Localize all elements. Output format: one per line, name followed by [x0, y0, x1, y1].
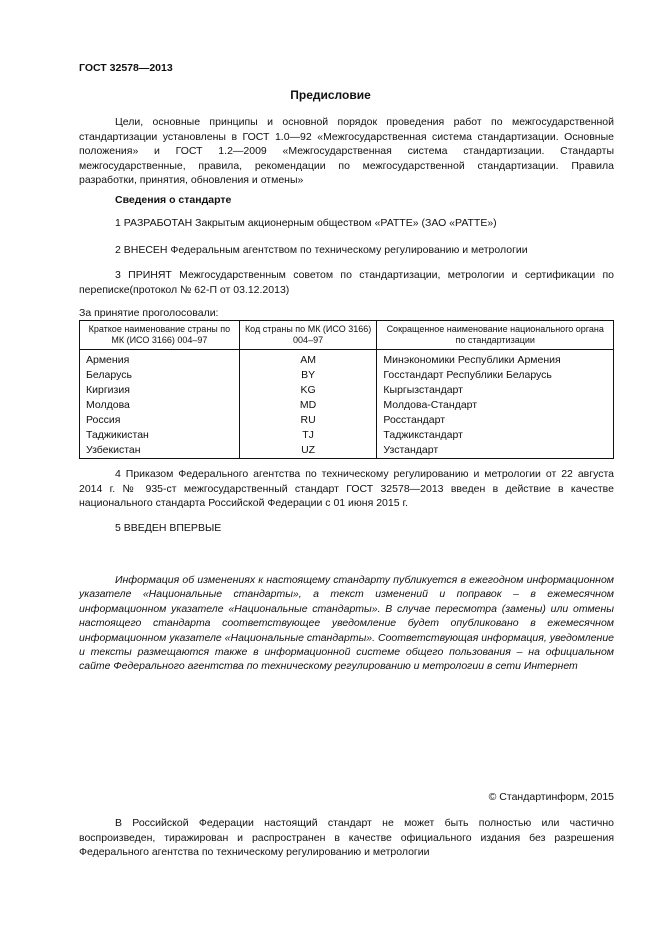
document-code: ГОСТ 32578—2013 [79, 62, 173, 74]
table-row [80, 428, 614, 443]
voting-table [79, 320, 614, 459]
country-cell: Молдова [80, 398, 240, 413]
body-cell: Росстандарт [377, 413, 614, 428]
copyright-line: © Стандартинформ, 2015 [488, 791, 614, 803]
item-introduced: 2 ВНЕСЕН Федеральным агентством по техническому регулированию и метрологии [115, 244, 528, 256]
table-row [80, 398, 614, 413]
code-cell: UZ [239, 443, 377, 459]
item-developed: 1 РАЗРАБОТАН Закрытым акционерным обществом «РАТТЕ» (ЗАО «РАТТЕ») [115, 217, 497, 229]
table-row [80, 383, 614, 398]
code-cell: KG [239, 383, 377, 398]
table-header-row [80, 321, 614, 350]
body-cell: Кыргызстандарт [377, 383, 614, 398]
country-cell: Беларусь [80, 368, 240, 383]
item-first-time: 5 ВВЕДЕН ВПЕРВЫЕ [115, 522, 222, 534]
reproduction-notice: В Российской Федерации настоящий стандарт не может быть полностью или частично воспроизведен, тиражирован и распространен в качестве официального издания без разрешения Федерального агентства по техническому регулированию и метрологии [79, 817, 614, 859]
country-cell: Армения [80, 350, 240, 369]
changes-notice: Информация об изменениях к настоящему стандарту публикуется в ежегодном информационном указателе «Национальные стандарты», а текст изменений и поправок – в ежемесячном информационном указателе «Национальные стандарты». В случае пересмотра (замены) или отмены настоящего стандарта соответствующее уведомление будет опубликовано в ежемесячном информационном указателе «Национальные стандарты». Соответствующая информация, уведомление и тексты размещаются также в информационной системе общего пользования – на официальном сайте Федерального агентства по техническому регулированию и метрологии в сети Интернет [79, 574, 614, 673]
intro-paragraph: Цели, основные принципы и основной порядок проведения работ по межгосударственной стандартизации установлены в ГОСТ 1.0—92 «Межгосударственная система стандартизации. Основные положения» и ГОСТ 1.2—2009 «Межгосударственная система стандартизации. Стандарты межгосударственные, правила, рекомендации по межгосударственной стандартизации. Правила разработки, принятия, обновления и отмены» [79, 116, 614, 187]
column-header-country: Краткое наименование страны по МК (ИСО 3166) 004–97 [80, 321, 240, 350]
code-cell: MD [239, 398, 377, 413]
country-cell: Россия [80, 413, 240, 428]
code-cell: AM [239, 350, 377, 369]
table-row [80, 368, 614, 383]
body-cell: Молдова-Стандарт [377, 398, 614, 413]
item-enacted: 4 Приказом Федерального агентства по техническому регулированию и метрологии от 22 августа 2014 г. № 935-ст межгосударственный стандарт ГОСТ 32578—2013 введен в действие в качестве национального стандарта Российской Федерации с 01 июня 2015 г. [79, 468, 614, 510]
body-cell: Госстандарт Республики Беларусь [377, 368, 614, 383]
body-cell: Таджикстандарт [377, 428, 614, 443]
page-title: Предисловие [290, 88, 371, 102]
body-cell: Узстандарт [377, 443, 614, 459]
info-heading: Сведения о стандарте [115, 194, 232, 206]
column-header-code: Код страны по МК (ИСО 3166) 004–97 [239, 321, 377, 350]
table-row [80, 443, 614, 459]
column-header-body: Сокращенное наименование национального органа по стандартизации [377, 321, 614, 350]
country-cell: Киргизия [80, 383, 240, 398]
code-cell: BY [239, 368, 377, 383]
item-adopted: 3 ПРИНЯТ Межгосударственным советом по стандартизации, метрологии и сертификации по переписке(протокол № 62-П от 03.12.2013) [79, 269, 614, 296]
table-row [80, 350, 614, 369]
country-cell: Таджикистан [80, 428, 240, 443]
country-cell: Узбекистан [80, 443, 240, 459]
code-cell: TJ [239, 428, 377, 443]
voting-label: За принятие проголосовали: [79, 307, 219, 319]
code-cell: RU [239, 413, 377, 428]
body-cell: Минэкономики Республики Армения [377, 350, 614, 369]
table-row [80, 413, 614, 428]
